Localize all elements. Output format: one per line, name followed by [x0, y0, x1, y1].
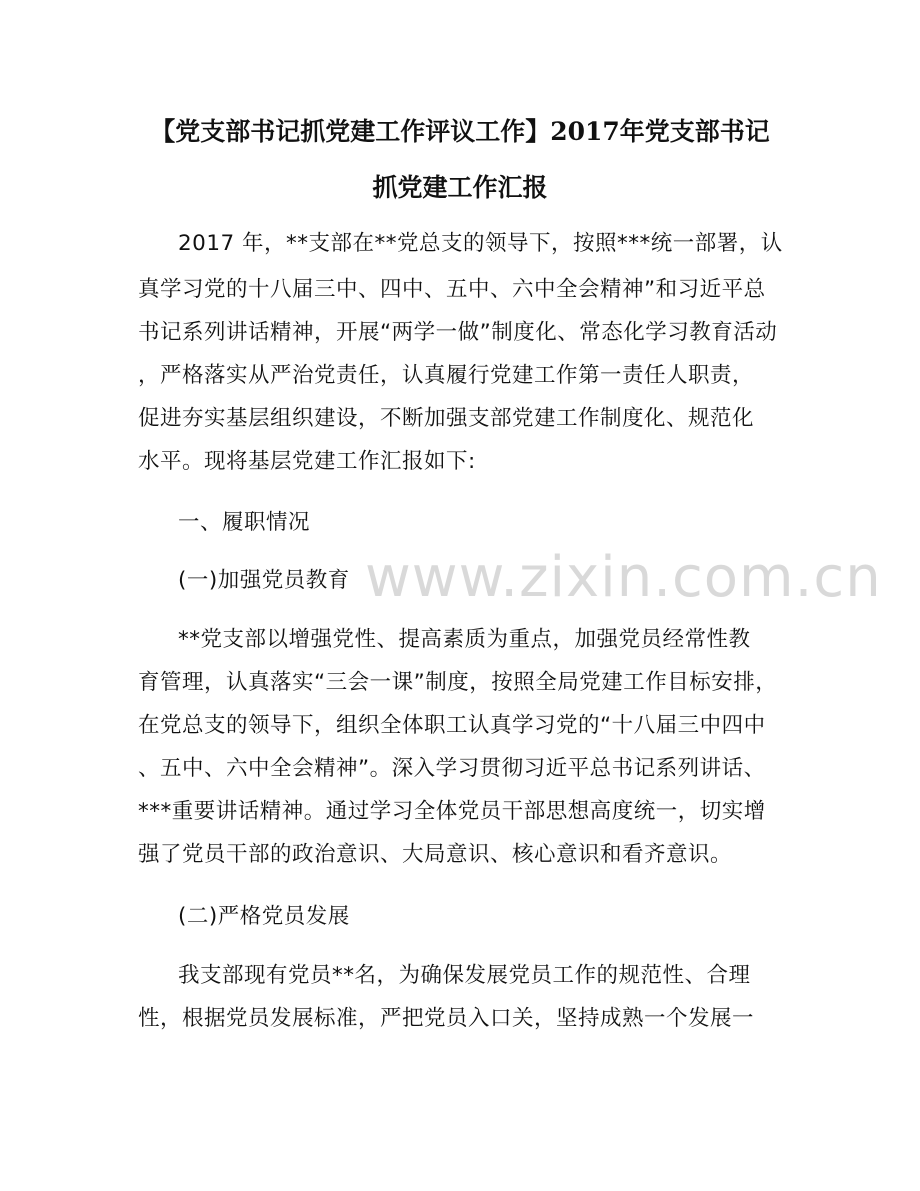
- sub1-line-1: **党支部以增强党性、提高素质为重点，加强党员经常性教: [178, 627, 751, 652]
- intro-line-3: 书记系列讲话精神，开展“两学一做”制度化、常态化学习教育活动: [138, 320, 778, 345]
- sub1-line-3: 在党总支的领导下，组织全体职工认真学习党的“十八届三中四中: [138, 713, 766, 738]
- intro-line-5: 促进夯实基层组织建设，不断加强支部党建工作制度化、规范化: [138, 406, 755, 431]
- sub1-line-5: ***重要讲话精神。通过学习全体党员干部思想高度统一，切实增: [138, 799, 766, 824]
- document-title-line-2: 抓党建工作汇报: [372, 173, 548, 202]
- sub2-line-2: 性，根据党员发展标准，严把党员入口关，坚持成熟一个发展一: [138, 1006, 755, 1031]
- intro-line-4: ，严格落实从严治党责任，认真履行党建工作第一责任人职责，: [138, 363, 755, 388]
- sub2-line-1: 我支部现有党员**名，为确保发展党员工作的规范性、合理: [178, 963, 751, 988]
- intro-line-1: 2017 年，**支部在**党总支的领导下，按照***统一部署，认: [178, 231, 783, 256]
- section-heading-1: 一、履职情况: [178, 510, 311, 535]
- intro-line-6: 水平。现将基层党建工作汇报如下:: [138, 449, 476, 474]
- intro-line-2: 真学习党的十八届三中、四中、五中、六中全会精神”和习近平总: [138, 277, 766, 302]
- watermark: www.zixin.com.cn: [365, 545, 882, 610]
- sub1-line-6: 强了党员干部的政治意识、大局意识、核心意识和看齐意识。: [138, 842, 733, 867]
- subsection-heading-2: (二)严格党员发展: [178, 904, 350, 929]
- sub1-line-4: 、五中、六中全会精神”。深入学习贯彻习近平总书记系列讲话、: [138, 756, 766, 781]
- sub1-line-2: 育管理，认真落实“三会一课”制度，按照全局党建工作目标安排，: [138, 670, 778, 695]
- document-title-line-1: 【党支部书记抓党建工作评议工作】2017年党支部书记: [150, 117, 770, 146]
- subsection-heading-1: (一)加强党员教育: [178, 568, 350, 593]
